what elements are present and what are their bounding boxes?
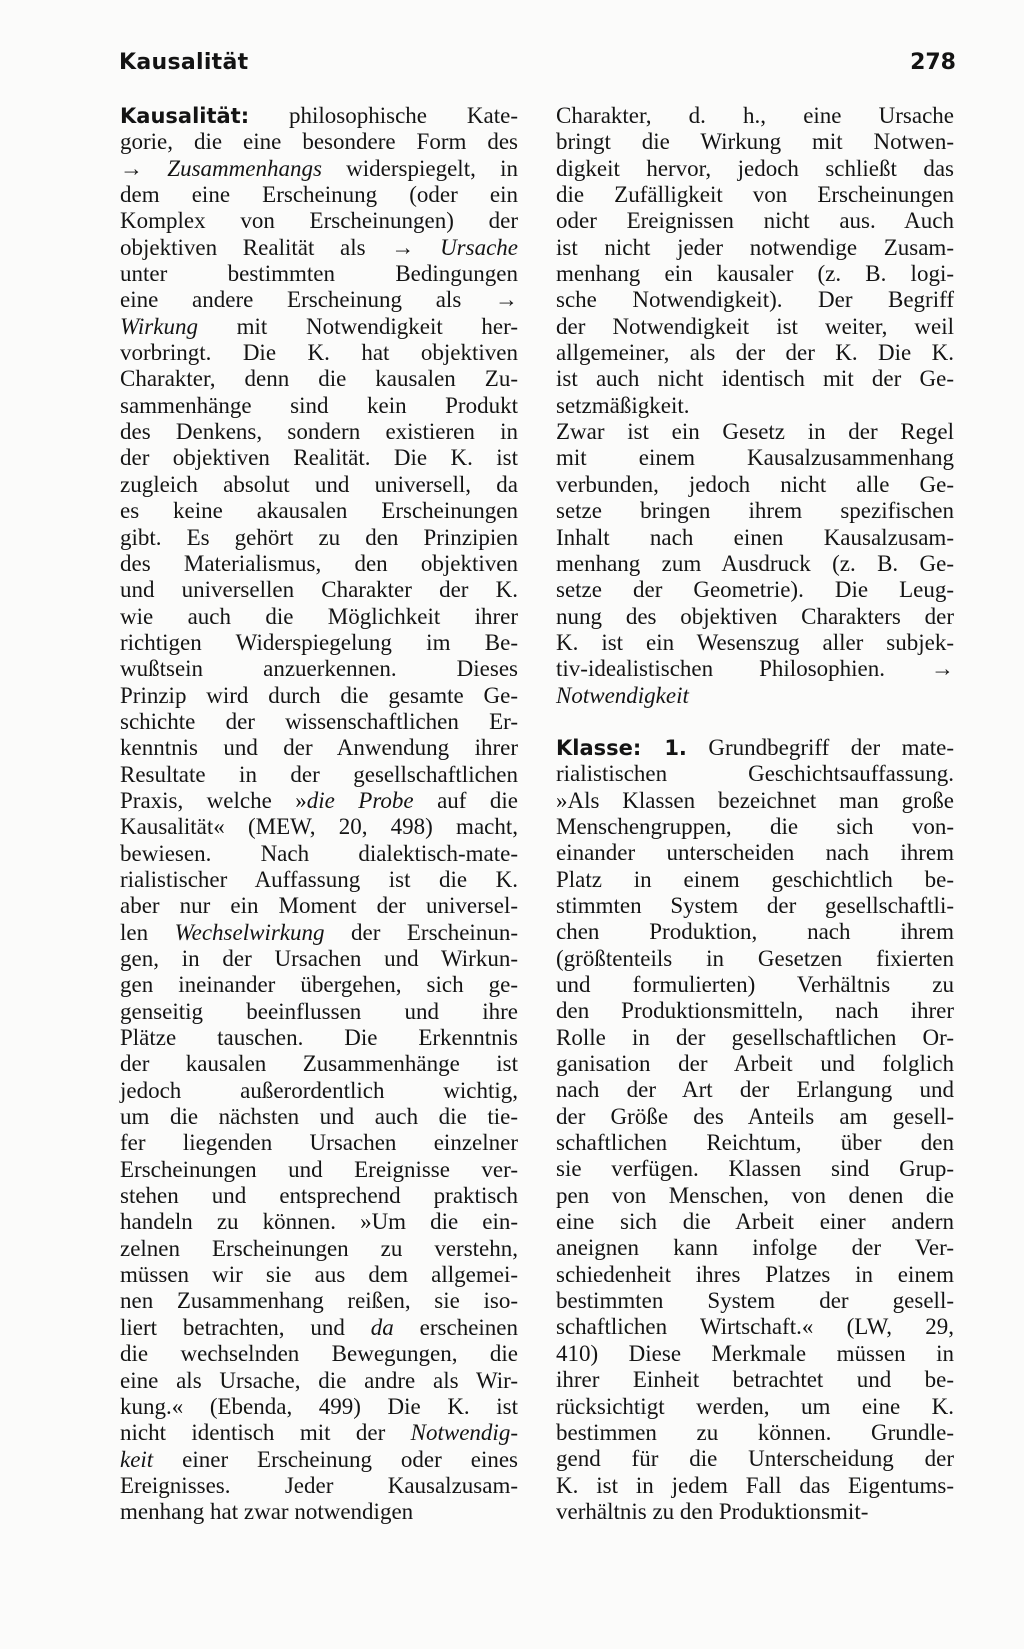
line-text: tiv-idealistischen Philosophien. → (556, 656, 954, 682)
text-line (120, 156, 518, 182)
text-line (556, 919, 954, 945)
text-line (556, 472, 954, 498)
text-line (120, 841, 518, 867)
line-text: aber nur ein Moment der universel- (120, 893, 518, 919)
line-text: der kausalen Zusammenhänge ist (120, 1051, 518, 1077)
line-text: Menschengruppen, die sich von- (556, 813, 954, 839)
text-line (556, 683, 954, 709)
line-text: stehen und entsprechend praktisch (120, 1183, 518, 1209)
line-text: K. ist ein Wesenszug aller subjek- (556, 629, 954, 655)
text-line (556, 630, 954, 656)
text-line (556, 1288, 954, 1314)
line-text: Erscheinungen und Ereignisse ver- (120, 1156, 518, 1182)
text-line (556, 498, 954, 524)
text-line (556, 1156, 954, 1182)
text-line (556, 445, 954, 471)
text-line (556, 1420, 954, 1446)
text-line (120, 1025, 518, 1051)
line-text: bringt die Wirkung mit Notwen- (556, 129, 954, 155)
text-line (556, 129, 954, 155)
text-line (556, 1262, 954, 1288)
text-line (556, 656, 954, 682)
line-text: ihrer Einheit betrachtet und be- (556, 1367, 954, 1393)
text-line (120, 735, 518, 761)
line-text: und formulierten) Verhältnis zu (556, 972, 954, 997)
line-text: Charakter, denn die kausalen Zu- (120, 366, 518, 392)
text-line (120, 314, 518, 340)
text-line (556, 1130, 954, 1156)
text-line (556, 1209, 954, 1235)
text-line (120, 1183, 518, 1209)
text-line (556, 393, 954, 419)
line-text: gen ineinander übergehen, sich ge- (120, 972, 518, 998)
text-line (556, 814, 954, 840)
text-line (120, 656, 518, 682)
text-line (556, 366, 954, 392)
line-text: die Zufälligkeit von Erscheinungen (556, 182, 954, 208)
text-line (120, 1051, 518, 1077)
text-line (556, 156, 954, 182)
line-text: bewiesen. Nach dialektisch-mate- (120, 840, 518, 866)
text-line (120, 1104, 518, 1130)
text-line (556, 1499, 954, 1525)
line-text: widerspiegelt, in (321, 155, 519, 181)
text-line (556, 182, 954, 208)
line-text: gen, in der Ursachen und Wirkun- (120, 946, 518, 971)
text-line (556, 1051, 954, 1077)
italic-term: die Probe (306, 787, 414, 813)
line-text: Resultate in der gesellschaftlichen (120, 761, 518, 787)
right-column (556, 103, 954, 1525)
left-column (120, 103, 518, 1526)
entry-headword: Kausalität: (120, 104, 250, 128)
text-line (556, 946, 954, 972)
text-line (120, 630, 518, 656)
line-text: → (120, 155, 168, 181)
line-text: schaftlichen Wirtschaft.« (LW, 29, (556, 1314, 954, 1340)
line-text: bestimmten System der gesell- (556, 1288, 954, 1314)
line-text: die wechselnden Bewegungen, die (120, 1341, 518, 1367)
text-line (120, 1078, 518, 1104)
line-text: pen von Menschen, von denen die (556, 1182, 954, 1208)
line-text: objektiven Realität als → (120, 234, 441, 260)
line-text: allgemeiner, als der der K. Die K. (556, 340, 954, 366)
line-text: schichte der wissenschaftlichen Er- (120, 708, 518, 734)
line-text: gorie, die eine besondere Form des (120, 129, 518, 155)
text-line (556, 208, 954, 234)
line-text: len (120, 919, 175, 945)
text-line (120, 340, 518, 366)
text-line (120, 814, 518, 840)
text-line (120, 1288, 518, 1314)
text-line (120, 683, 518, 709)
text-line (556, 1314, 954, 1340)
page-number: 278 (910, 50, 956, 75)
line-text: erscheinen (393, 1314, 518, 1340)
text-line (120, 920, 518, 946)
text-line (120, 1157, 518, 1183)
line-text: genseitig beeinflussen und ihre (120, 998, 518, 1024)
text-line (120, 208, 518, 234)
text-line (556, 1446, 954, 1472)
text-line (120, 1499, 518, 1525)
text-line (556, 1104, 954, 1130)
line-text: der Größe des Anteils am gesell- (556, 1103, 954, 1129)
line-text: den Produktionsmitteln, nach ihrer (556, 998, 954, 1024)
text-line (556, 867, 954, 893)
text-line (120, 445, 518, 471)
line-text: zelnen Erscheinungen zu verstehn, (120, 1235, 518, 1261)
italic-term: Notwendig- (410, 1420, 518, 1446)
text-line (556, 893, 954, 919)
line-text: Charakter, d. h., eine Ursache (556, 103, 954, 128)
text-line (556, 551, 954, 577)
text-line (556, 1367, 954, 1393)
paragraph-gap (556, 709, 954, 735)
text-line (556, 840, 954, 866)
line-text: dem eine Erscheinung (oder ein (120, 182, 518, 208)
text-line (120, 1262, 518, 1288)
text-line (120, 1130, 518, 1156)
text-line (120, 1315, 518, 1341)
text-line (120, 472, 518, 498)
line-text: des Materialismus, den objektiven (120, 550, 518, 576)
line-text: rialistischer Auffassung ist die K. (120, 866, 518, 892)
text-line (120, 1341, 518, 1367)
text-line (556, 577, 954, 603)
text-line (120, 709, 518, 735)
line-text: verbunden, jedoch nicht alle Ge- (556, 471, 954, 497)
line-text: zugleich absolut und universell, da (120, 471, 518, 497)
italic-term: Wirkung (120, 313, 198, 339)
line-text: menhang hat zwar notwendigen (120, 1499, 414, 1525)
italic-term: Notwendigkeit (556, 682, 689, 708)
line-text: rialistischen Geschichtsauffassung. (556, 761, 954, 787)
line-text: sche Notwendigkeit). Der Begriff (556, 287, 954, 313)
line-text: kenntnis und der Anwendung ihrer (120, 735, 518, 761)
line-text: philosophische Kate- (249, 103, 518, 128)
text-line (556, 735, 954, 761)
text-line (556, 998, 954, 1024)
line-text: eine andere Erscheinung als → (120, 287, 518, 313)
line-text: nung des objektiven Charakters der (556, 603, 954, 629)
entry-headword: Klasse: 1. (556, 735, 687, 760)
line-text: nicht identisch mit der (120, 1420, 411, 1446)
text-line (120, 762, 518, 788)
line-text: Platz in einem geschichtlich be- (556, 866, 954, 892)
line-text: rücksichtigt werden, um eine K. (556, 1393, 954, 1419)
text-line (120, 1473, 518, 1499)
text-line (120, 103, 518, 129)
italic-term: da (370, 1314, 394, 1340)
text-line (556, 1183, 954, 1209)
line-text: nach der Art der Erlangung und (556, 1077, 954, 1103)
text-line (556, 314, 954, 340)
text-line (556, 604, 954, 630)
line-text: Prinzip wird durch die gesamte Ge- (120, 682, 518, 708)
text-line (556, 419, 954, 445)
line-text: kung.« (Ebenda, 499) Die K. ist (120, 1393, 518, 1419)
text-line (556, 788, 954, 814)
line-text: sammenhänge sind kein Produkt (120, 392, 518, 418)
line-text: einander unterscheiden nach ihrem (556, 840, 954, 866)
line-text: verhältnis zu den Produktionsmit- (556, 1498, 869, 1524)
line-text: (größtenteils in Gesetzen fixierten (556, 945, 954, 971)
line-text: Komplex von Erscheinungen) der (120, 208, 518, 234)
line-text: Grundbegriff der mate- (686, 734, 955, 760)
text-line (120, 525, 518, 551)
text-line (556, 103, 954, 129)
text-line (120, 498, 518, 524)
text-line (556, 340, 954, 366)
text-line (120, 604, 518, 630)
text-line (120, 1368, 518, 1394)
line-text: gibt. Es gehört zu den Prinzipien (120, 524, 518, 550)
text-line (556, 1341, 954, 1367)
line-text: fer liegenden Ursachen einzelner (120, 1130, 518, 1156)
text-line (556, 972, 954, 998)
line-text: setze der Geometrie). Die Leug- (556, 577, 954, 603)
line-text: stimmten System der gesellschaftli- (556, 892, 954, 918)
text-line (556, 235, 954, 261)
line-text: der Erscheinun- (324, 919, 518, 945)
text-line (120, 788, 518, 814)
line-text: ist auch nicht identisch mit der Ge- (556, 366, 954, 392)
line-text: Praxis, welche » (120, 787, 307, 813)
line-text: richtigen Widerspiegelung im Be- (120, 629, 518, 655)
line-text: um die nächsten und auch die tie- (120, 1104, 518, 1130)
text-line (556, 525, 954, 551)
text-line (120, 972, 518, 998)
text-line (556, 1235, 954, 1261)
line-text: Plätze tauschen. Die Erkenntnis (120, 1025, 518, 1051)
italic-term: Ursache (440, 234, 518, 260)
text-line (120, 182, 518, 208)
line-text: der objektiven Realität. Die K. ist (120, 445, 518, 471)
line-text: der Notwendigkeit ist weiter, weil (556, 313, 954, 339)
line-text: chen Produktion, nach ihrem (556, 919, 954, 945)
line-text: bestimmen zu können. Grundle- (556, 1419, 954, 1445)
line-text: müssen wir sie aus dem allgemei- (120, 1262, 518, 1288)
line-text: schaftlichen Reichtum, über den (556, 1130, 954, 1156)
line-text: 410) Diese Merkmale müssen in (556, 1340, 954, 1366)
line-text: vorbringt. Die K. hat objektiven (120, 340, 518, 366)
line-text: und universellen Charakter der K. (120, 577, 518, 603)
line-text: wußtsein anzuerkennen. Dieses (120, 656, 518, 682)
line-text: setzmäßigkeit. (556, 392, 690, 418)
italic-term: Wechselwirkung (174, 919, 325, 945)
line-text: oder Ereignissen nicht aus. Auch (556, 208, 954, 234)
text-line (120, 129, 518, 155)
text-line (120, 1236, 518, 1262)
text-line (120, 393, 518, 419)
text-line (120, 867, 518, 893)
line-text: nen Zusammenhang reißen, sie iso- (120, 1288, 518, 1314)
line-text: mit einem Kausalzusammenhang (556, 445, 954, 471)
text-line (120, 946, 518, 972)
running-header-title: Kausalität (119, 50, 249, 75)
text-line (556, 761, 954, 787)
text-line (120, 1447, 518, 1473)
line-text: menhang ein kausaler (z. B. logi- (556, 261, 954, 287)
text-line (556, 1025, 954, 1051)
text-line (120, 419, 518, 445)
line-text: K. ist in jedem Fall das Eigentums- (556, 1472, 954, 1498)
italic-term: keit (120, 1446, 154, 1472)
line-text: menhang zum Ausdruck (z. B. Ge- (556, 550, 954, 576)
text-line (120, 1420, 518, 1446)
line-text: mit Notwendigkeit her- (197, 313, 518, 339)
text-line (120, 1209, 518, 1235)
text-line (120, 261, 518, 287)
line-text: des Denkens, sondern existieren in (120, 419, 518, 445)
line-text: wie auch die Möglichkeit ihrer (120, 603, 518, 629)
line-text: auf die (413, 787, 518, 813)
italic-term: Zusammenhangs (167, 155, 322, 181)
text-line (120, 287, 518, 313)
line-text: digkeit hervor, jedoch schließt das (556, 155, 954, 181)
line-text: handeln zu können. »Um die ein- (120, 1209, 518, 1235)
text-line (120, 366, 518, 392)
line-text: es keine akausalen Erscheinungen (120, 498, 518, 524)
text-line (120, 551, 518, 577)
line-text: Ereignisses. Jeder Kausalzusam- (120, 1472, 518, 1498)
text-line (556, 1077, 954, 1103)
text-line (120, 577, 518, 603)
line-text: Kausalität« (MEW, 20, 498) macht, (120, 814, 518, 840)
line-text: schiedenheit ihres Platzes in einem (556, 1261, 954, 1287)
line-text: eine als Ursache, die andre als Wir- (120, 1367, 518, 1393)
line-text: gend für die Unterscheidung der (556, 1446, 954, 1472)
line-text: Zwar ist ein Gesetz in der Regel (556, 419, 954, 445)
line-text: unter bestimmten Bedingungen (120, 261, 518, 287)
line-text: ganisation der Arbeit und folglich (556, 1051, 954, 1077)
text-line (120, 893, 518, 919)
text-line (120, 1394, 518, 1420)
line-text: liert betrachten, und (120, 1314, 371, 1340)
line-text: aneignen kann infolge der Ver- (556, 1235, 954, 1261)
line-text: Inhalt nach einen Kausalzusam- (556, 524, 954, 550)
line-text: »Als Klassen bezeichnet man große (556, 787, 954, 813)
line-text: jedoch außerordentlich wichtig, (120, 1077, 518, 1103)
text-line (556, 287, 954, 313)
text-line (120, 999, 518, 1025)
text-line (556, 1473, 954, 1499)
text-line (556, 261, 954, 287)
line-text: ist nicht jeder notwendige Zusam- (556, 234, 954, 260)
line-text: einer Erscheinung oder eines (153, 1446, 518, 1472)
text-line (556, 1394, 954, 1420)
line-text: sie verfügen. Klassen sind Grup- (556, 1156, 954, 1182)
text-line (120, 235, 518, 261)
line-text: eine sich die Arbeit einer andern (556, 1209, 954, 1235)
line-text: setze bringen ihrem spezifischen (556, 498, 954, 524)
line-text: Rolle in der gesellschaftlichen Or- (556, 1024, 954, 1050)
